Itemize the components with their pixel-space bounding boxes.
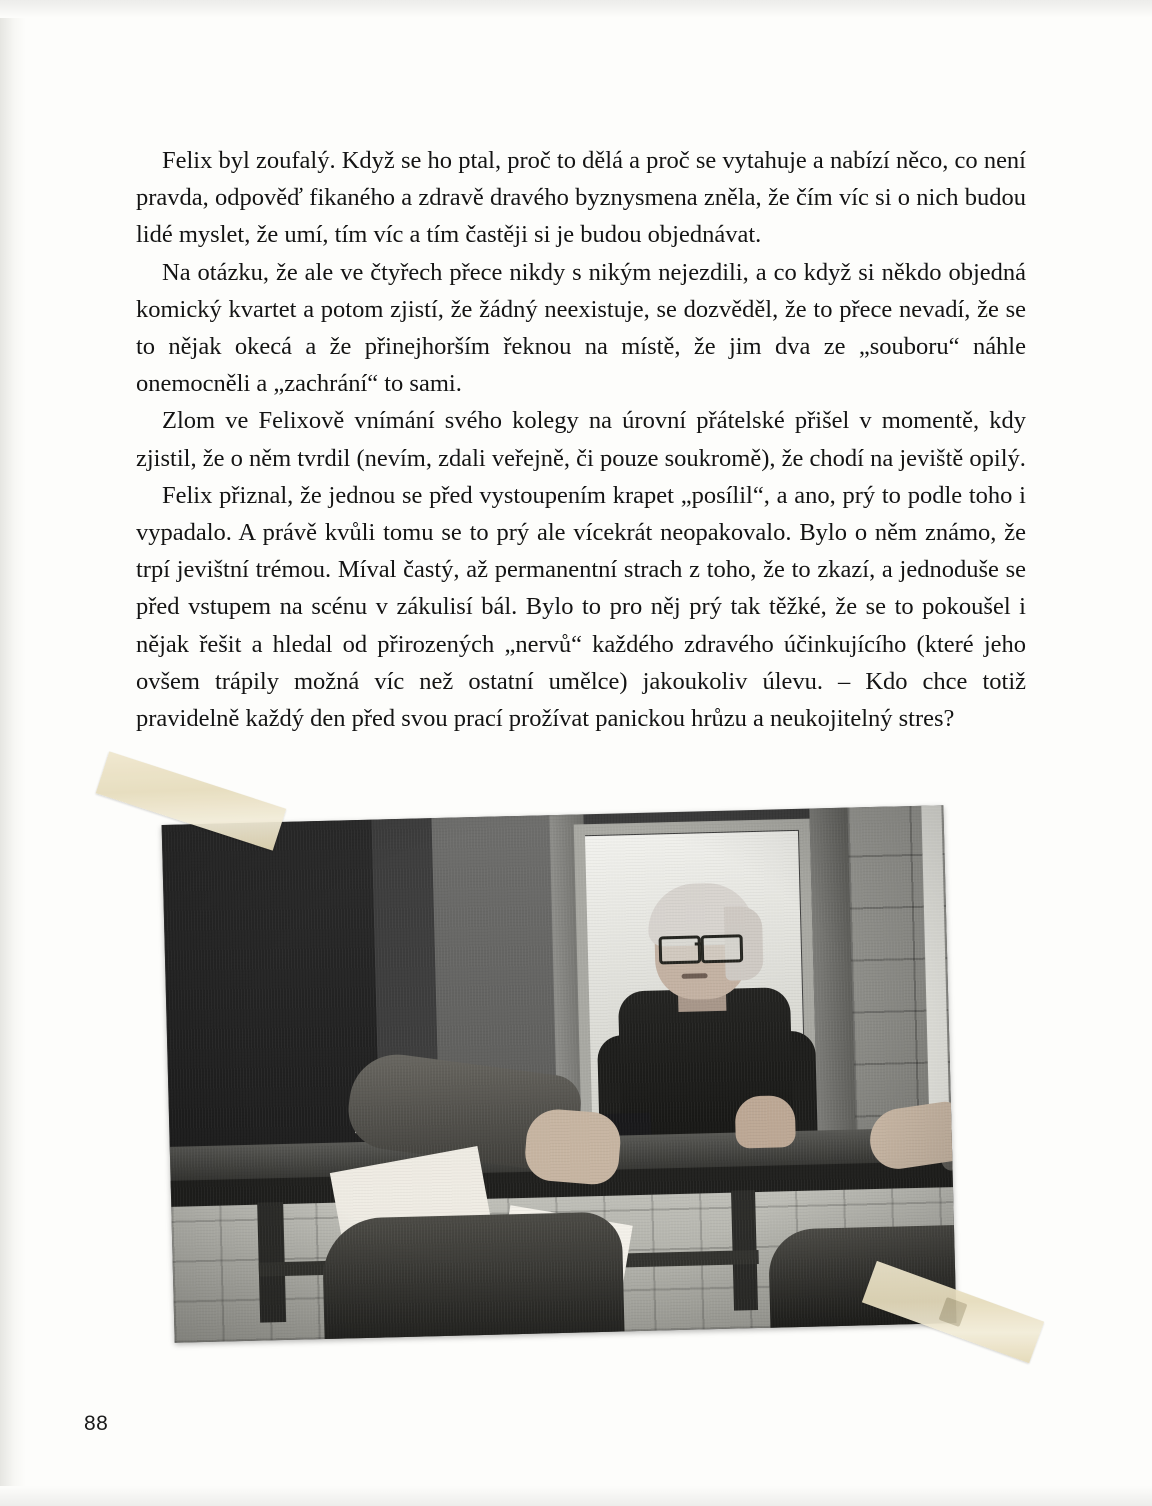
photo-foreground-hand-left (523, 1107, 622, 1186)
photo-wall-left (162, 820, 380, 1155)
photo-glasses-bridge (695, 942, 703, 945)
photo-foreground-person-left (322, 1211, 625, 1342)
scan-edge-left (0, 0, 26, 1506)
photograph (160, 795, 960, 1355)
photograph-image (162, 805, 957, 1343)
scan-edge-bottom (0, 1486, 1152, 1506)
photo-seated-man-mouth (682, 973, 708, 979)
photo-seated-man-hand (735, 1095, 796, 1149)
body-text (136, 142, 1026, 737)
paragraph: Felix přiznal, že jednou se před vystoupením krapet „posílil“, a ano, prý to podle toho i vypadalo. A právě kvůli tomu se to prý ale vícekrát neopakovalo. Bylo o něm známo, že trpí jevištní trémou. Míval častý, až permanentní strach z toho, že to zkazí, a jednoduše se před vstupem na scénu v zákulisí bál. Bylo to pro něj prý tak těžké, že se to pokoušel i nějak řešit a hledal od přirozených „nervů“ každého zdravého účinkujícího (které jeho ovšem trápily možná víc než ostatní umělce) jakoukoliv úlevu. – Kdo chce totiž pravidelně každý den před svou prací prožívat panickou hrůzu a neukojitelný stres? (136, 481, 1026, 733)
paragraph: Zlom ve Felixově vnímání svého kolegy na úrovní přátelské přišel v momentě, kdy zjistil, že o něm tvrdil (nevím, zdali veřejně, či pouze soukromě), že chodí na jeviště opilý. (136, 407, 1026, 472)
page-number: 88 (84, 1412, 109, 1435)
photo-glasses-right-lens (701, 934, 744, 963)
photo-glasses-left-lens (659, 935, 702, 964)
scan-edge-top (0, 0, 1152, 18)
paragraph: Felix byl zoufalý. Když se ho ptal, proč to dělá a proč se vytahuje a nabízí něco, co není pravda, odpověď fikaného a zdravě dravého byznysmena zněla, že čím víc si o nich budou lidé myslet, že umí, tím víc a tím častěji si je budou objednávat. (136, 147, 1026, 249)
paragraph: Na otázku, že ale ve čtyřech přece nikdy s nikým nejezdili, a co když si někdo objedná komický kvartet a potom zjistí, že žádný neexistuje, se dozvěděl, že to přece nevadí, že se to nějak okecá a že přinejhorším řeknou na místě, že jim dva ze „souboru“ náhle onemocněli a „zachrání“ to sami. (136, 258, 1026, 398)
